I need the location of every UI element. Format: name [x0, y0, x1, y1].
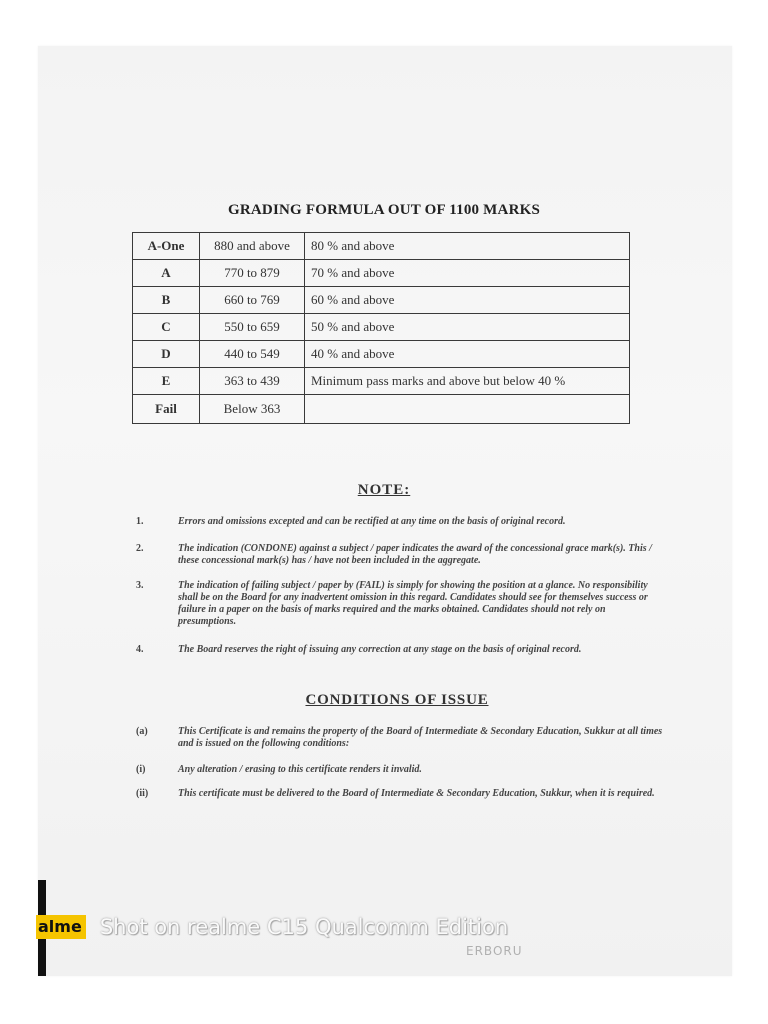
grade-cell: A-One	[133, 233, 200, 260]
table-row	[133, 341, 630, 368]
percent-cell	[305, 395, 630, 424]
note-number: 1.	[136, 516, 144, 527]
note-text: The indication of failing subject / paper by (FAIL) is simply for showing the position at a glance. No responsibility shall be on the Board for any inadvertent omission in this regard. Candidates should see for themselves success or failure in a paper on the basis of marks required and the marks obtained. Candidates should not rely on presumptions.	[178, 580, 648, 627]
grade-cell: A	[133, 260, 200, 287]
watermark-text: Shot on realme C15 Qualcomm Edition	[99, 915, 509, 939]
condition-number: (i)	[136, 764, 146, 775]
percent-cell: 70 % and above	[305, 260, 630, 287]
condition-item	[136, 788, 666, 800]
condition-number: (a)	[136, 726, 148, 737]
marks-cell: 660 to 769	[200, 287, 305, 314]
marks-cell: 550 to 659	[200, 314, 305, 341]
note-number: 2.	[136, 543, 144, 554]
condition-text: This Certificate is and remains the property of the Board of Intermediate & Secondary Education, Sukkur at all times and is issued on the following conditions:	[178, 726, 663, 749]
faded-stamp: ERBORU	[466, 944, 523, 958]
percent-cell: 80 % and above	[305, 233, 630, 260]
grade-cell: B	[133, 287, 200, 314]
note-heading: NOTE:	[357, 482, 411, 498]
note-number: 3.	[136, 580, 144, 591]
condition-number: (ii)	[136, 788, 149, 799]
note-item	[136, 543, 666, 567]
note-text: The Board reserves the right of issuing any correction at any stage on the basis of original record.	[178, 644, 582, 655]
grade-cell: D	[133, 341, 200, 368]
note-item	[136, 516, 666, 528]
percent-cell: 40 % and above	[305, 341, 630, 368]
grade-cell: C	[133, 314, 200, 341]
table-row	[133, 260, 630, 287]
grading-table	[132, 232, 630, 424]
grading-title: GRADING FORMULA OUT OF 1100 MARKS	[227, 202, 541, 218]
note-item	[136, 580, 666, 628]
condition-item	[136, 726, 666, 750]
marks-cell: Below 363	[200, 395, 305, 424]
marks-cell: 440 to 549	[200, 341, 305, 368]
note-text: The indication (CONDONE) against a subject / paper indicates the award of the concessional grace mark(s). This / these concessional mark(s) has / have not been included in the aggregate.	[178, 543, 652, 566]
note-number: 4.	[136, 644, 144, 655]
note-item	[136, 644, 666, 656]
document-page	[38, 46, 732, 976]
table-row	[133, 233, 630, 260]
condition-item	[136, 764, 666, 776]
table-row	[133, 395, 630, 424]
conditions-heading: CONDITIONS OF ISSUE	[305, 692, 489, 708]
grade-cell: Fail	[133, 395, 200, 424]
note-text: Errors and omissions excepted and can be rectified at any time on the basis of original record.	[178, 516, 566, 527]
percent-cell: Minimum pass marks and above but below 40 %	[305, 368, 630, 395]
condition-text: This certificate must be delivered to the Board of Intermediate & Secondary Education, Sukkur, when it is required.	[178, 788, 655, 799]
brand-logo: alme	[36, 915, 86, 939]
table-row	[133, 287, 630, 314]
marks-cell: 880 and above	[200, 233, 305, 260]
percent-cell: 50 % and above	[305, 314, 630, 341]
marks-cell: 770 to 879	[200, 260, 305, 287]
percent-cell: 60 % and above	[305, 287, 630, 314]
condition-text: Any alteration / erasing to this certificate renders it invalid.	[178, 764, 422, 775]
grade-cell: E	[133, 368, 200, 395]
marks-cell: 363 to 439	[200, 368, 305, 395]
camera-watermark	[36, 912, 508, 942]
table-row	[133, 314, 630, 341]
table-row	[133, 368, 630, 395]
